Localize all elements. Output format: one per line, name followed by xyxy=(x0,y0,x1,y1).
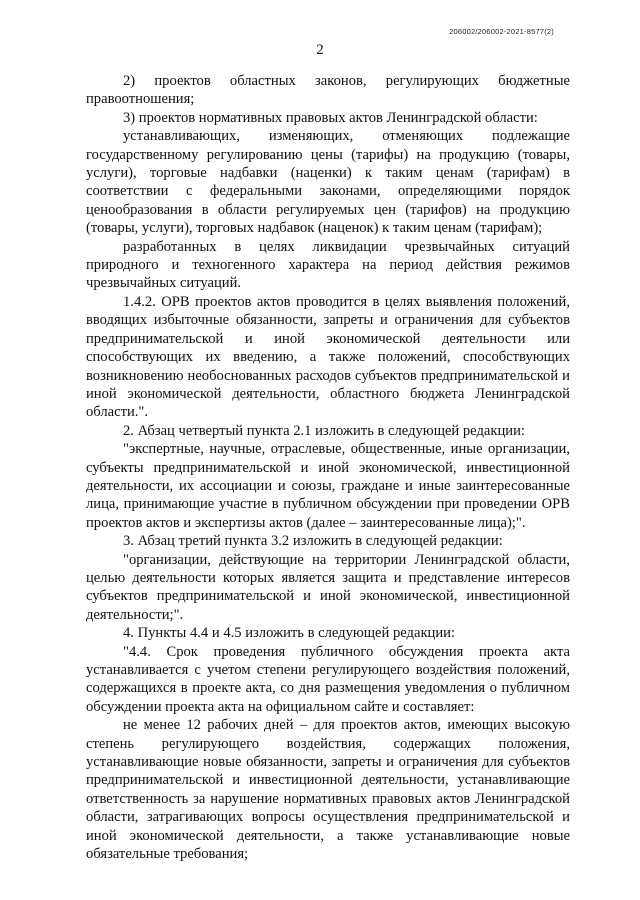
paragraph: 3) проектов нормативных правовых актов Ленинградской области: xyxy=(123,109,538,126)
paragraph: 3. Абзац третий пункта 3.2 изложить в следующей редакции: xyxy=(123,533,503,550)
paragraph: устанавливающих, изменяющих, отменяющих подлежащие государственному регулированию цены (тарифы) на продукцию (товары, услуги), торговые надбавки (наценки) к таким ценам (тарифам) в соответствии с федеральными законами, определяющими порядок ценообразования в области регулируемых цен (тарифов) на продукцию (товары, услуги), торговых надбавок (наценок) к таким ценам (тарифам); xyxy=(86,128,570,237)
document-body xyxy=(86,72,570,863)
paragraph: "экспертные, научные, отраслевые, общественные, иные организации, субъекты предпринимательской и иной экономической, инвестиционной деятельности, их ассоциации и союзы, граждане и иные заинтересованные лица, принимающие участие в публичном обсуждении при проведении ОРВ проектов актов и экспертизы актов (далее – заинтересованные лица);". xyxy=(86,441,570,531)
paragraph: "организации, действующие на территории Ленинградской области, целью деятельности которых является защита и представление интересов субъектов предпринимательской и иной экономической, инвестиционной деятельности;". xyxy=(86,551,570,623)
paragraph: не менее 12 рабочих дней – для проектов актов, имеющих высокую степень регулирующего воздействия, содержащих положения, устанавливающие новые обязанности, запреты и ограничения для субъектов предпринимательской и инвестиционной деятельности, устанавливающие ответственность за нарушение нормативных правовых актов Ленинградской области, затрагивающих вопросы осуществления предпринимательской и иной экономической деятельности, а также устанавливающие новые обязательные требования; xyxy=(86,717,570,863)
paragraph: 2) проектов областных законов, регулирующих бюджетные правоотношения; xyxy=(86,73,570,108)
paragraph: 1.4.2. ОРВ проектов актов проводится в целях выявления положений, вводящих избыточные обязанности, запреты и ограничения для субъектов предпринимательской и иной экономической деятельности или способствующих их введению, а также положений, способствующих возникновению необоснованных расходов субъектов предпринимательской и иной экономической деятельности, областного бюджета Ленинградской области.". xyxy=(86,293,570,421)
document-id: 206002/206002-2021-8577(2) xyxy=(449,27,554,36)
paragraph: 2. Абзац четвертый пункта 2.1 изложить в следующей редакции: xyxy=(123,422,525,439)
paragraph: 4. Пункты 4.4 и 4.5 изложить в следующей редакции: xyxy=(123,625,456,642)
paragraph: разработанных в целях ликвидации чрезвычайных ситуаций природного и техногенного характера на период действия режимов чрезвычайных ситуаций. xyxy=(86,238,570,292)
paragraph: "4.4. Срок проведения публичного обсуждения проекта акта устанавливается с учетом степени регулирующего воздействия положений, содержащихся в проекте акта, со дня размещения уведомления о публичном обсуждении проекта акта на официальном сайте и составляет: xyxy=(86,643,570,715)
page-number: 2 xyxy=(316,42,324,58)
